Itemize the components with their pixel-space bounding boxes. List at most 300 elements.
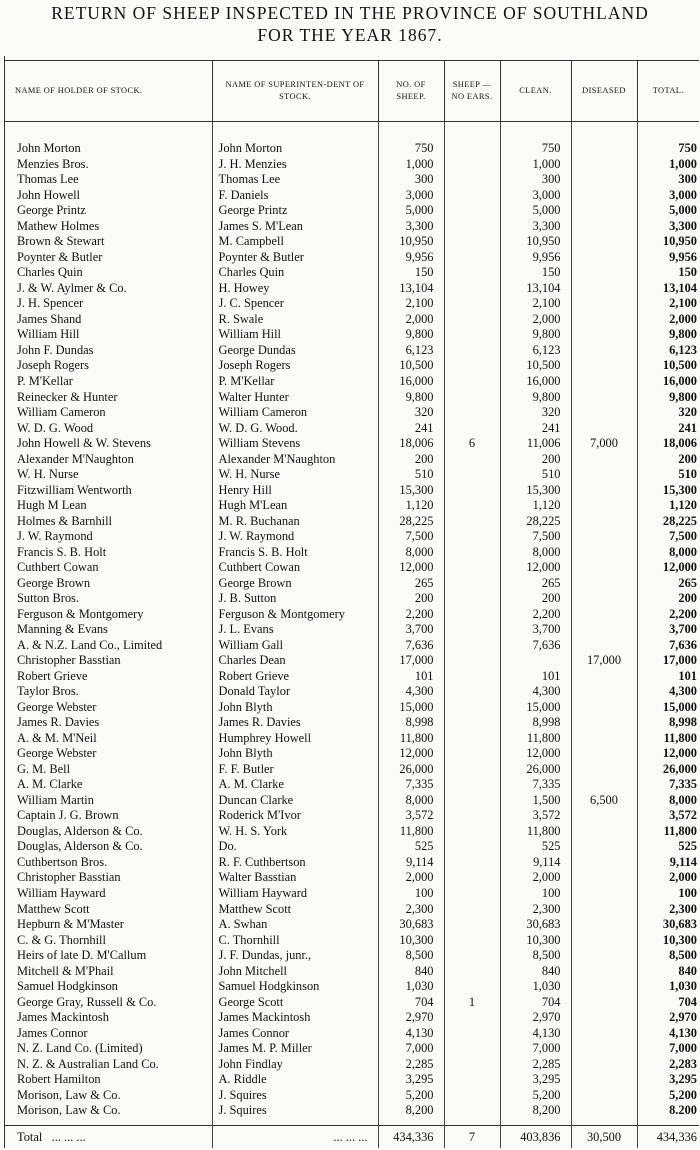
cell-clean: 11,800 bbox=[500, 731, 571, 747]
cell-clean: 30,683 bbox=[500, 917, 571, 933]
cell-no-ears bbox=[444, 638, 500, 654]
cell-total: 7,500 bbox=[669, 529, 697, 544]
cell-no-of-sheep: 2,200 bbox=[378, 607, 444, 623]
cell-diseased bbox=[571, 607, 637, 623]
cell-total: 3,700 bbox=[669, 622, 697, 637]
cell-holder: G. M. Bell bbox=[5, 762, 212, 778]
title-line-2: FOR THE YEAR 1867. bbox=[257, 25, 443, 45]
cell-holder: A. & M. M'Neil bbox=[5, 731, 212, 747]
cell-clean: 7,636 bbox=[500, 638, 571, 654]
cell-no-ears bbox=[444, 172, 500, 188]
cell-holder: Brown & Stewart bbox=[5, 234, 212, 250]
cell-superintendent: George Scott bbox=[212, 994, 378, 1010]
cell-holder: W. H. Nurse bbox=[5, 467, 212, 483]
cell-total: 320 bbox=[678, 405, 697, 420]
cell-clean: 12,000 bbox=[500, 746, 571, 762]
cell-holder: Cuthbertson Bros. bbox=[5, 855, 212, 871]
cell-no-of-sheep: 10,300 bbox=[378, 932, 444, 948]
cell-no-ears bbox=[444, 575, 500, 591]
cell-no-ears bbox=[444, 219, 500, 235]
cell-no-of-sheep: 840 bbox=[378, 963, 444, 979]
cell-diseased bbox=[571, 482, 637, 498]
cell-holder: James Mackintosh bbox=[5, 1010, 212, 1026]
cell-clean: 241 bbox=[500, 420, 571, 436]
cell-superintendent: James R. Davies bbox=[212, 715, 378, 731]
cell-superintendent: Ferguson & Montgomery bbox=[212, 607, 378, 623]
table-row bbox=[5, 172, 699, 188]
table-row bbox=[5, 312, 699, 328]
table-row bbox=[5, 141, 699, 157]
cell-superintendent: Samuel Hodgkinson bbox=[212, 979, 378, 995]
total-label: Total bbox=[17, 1130, 43, 1144]
cell-clean: 265 bbox=[500, 575, 571, 591]
cell-no-ears bbox=[444, 1072, 500, 1088]
cell-total: 101 bbox=[678, 668, 697, 683]
cell-holder: Douglas, Alderson & Co. bbox=[5, 824, 212, 840]
cell-diseased bbox=[571, 762, 637, 778]
cell-superintendent: Alexander M'Naughton bbox=[212, 451, 378, 467]
cell-no-of-sheep: 18,006 bbox=[378, 436, 444, 452]
cell-total: 2,000 bbox=[669, 870, 697, 885]
cell-no-of-sheep: 3,300 bbox=[378, 219, 444, 235]
cell-total: 9,800 bbox=[669, 327, 697, 342]
cell-holder: John Howell bbox=[5, 188, 212, 204]
cell-no-ears bbox=[444, 141, 500, 157]
total-label-cell bbox=[5, 1126, 212, 1149]
cell-no-ears bbox=[444, 932, 500, 948]
cell-no-ears bbox=[444, 513, 500, 529]
cell-diseased bbox=[571, 1025, 637, 1041]
cell-no-of-sheep: 1,000 bbox=[378, 157, 444, 173]
cell-holder: Mitchell & M'Phail bbox=[5, 963, 212, 979]
cell-clean: 12,000 bbox=[500, 560, 571, 576]
table-row bbox=[5, 296, 699, 312]
cell-no-ears bbox=[444, 157, 500, 173]
cell-no-of-sheep: 2,000 bbox=[378, 312, 444, 328]
table-row bbox=[5, 281, 699, 297]
cell-no-of-sheep: 3,700 bbox=[378, 622, 444, 638]
cell-total: 2,000 bbox=[669, 311, 697, 326]
cell-no-of-sheep: 9,114 bbox=[378, 855, 444, 871]
cell-superintendent: A. Riddle bbox=[212, 1072, 378, 1088]
cell-clean: 15,300 bbox=[500, 482, 571, 498]
cell-superintendent: W. D. G. Wood. bbox=[212, 420, 378, 436]
cell-no-of-sheep: 12,000 bbox=[378, 560, 444, 576]
cell-total: 1,000 bbox=[669, 156, 697, 171]
header-clean: CLEAN. bbox=[500, 61, 571, 122]
cell-superintendent: James Mackintosh bbox=[212, 1010, 378, 1026]
cell-superintendent: Walter Hunter bbox=[212, 389, 378, 405]
cell-holder: Cuthbert Cowan bbox=[5, 560, 212, 576]
cell-total: 8.200 bbox=[669, 1103, 697, 1118]
cell-superintendent: P. M'Kellar bbox=[212, 374, 378, 390]
cell-no-of-sheep: 8,500 bbox=[378, 948, 444, 964]
cell-no-of-sheep: 8,000 bbox=[378, 793, 444, 809]
cell-no-of-sheep: 7,335 bbox=[378, 777, 444, 793]
cell-diseased bbox=[571, 219, 637, 235]
cell-total: 2,300 bbox=[669, 901, 697, 916]
table-row bbox=[5, 684, 699, 700]
cell-diseased bbox=[571, 638, 637, 654]
cell-diseased bbox=[571, 1056, 637, 1072]
cell-diseased bbox=[571, 948, 637, 964]
cell-superintendent: F. F. Butler bbox=[212, 762, 378, 778]
cell-no-of-sheep: 5,000 bbox=[378, 203, 444, 219]
cell-clean: 10,950 bbox=[500, 234, 571, 250]
table-row bbox=[5, 855, 699, 871]
cell-no-ears bbox=[444, 731, 500, 747]
cell-clean: 4,130 bbox=[500, 1025, 571, 1041]
cell-clean: 9,800 bbox=[500, 327, 571, 343]
cell-no-ears bbox=[444, 529, 500, 545]
cell-clean: 100 bbox=[500, 886, 571, 902]
cell-superintendent: W. H. S. York bbox=[212, 824, 378, 840]
table-row bbox=[5, 513, 699, 529]
cell-no-of-sheep: 6,123 bbox=[378, 343, 444, 359]
cell-holder: Menzies Bros. bbox=[5, 157, 212, 173]
cell-clean: 10,500 bbox=[500, 358, 571, 374]
cell-no-ears bbox=[444, 684, 500, 700]
cell-superintendent: R. Swale bbox=[212, 312, 378, 328]
cell-no-ears bbox=[444, 405, 500, 421]
cell-clean: 200 bbox=[500, 591, 571, 607]
cell-superintendent: Matthew Scott bbox=[212, 901, 378, 917]
cell-holder: Francis S. B. Holt bbox=[5, 544, 212, 560]
cell-diseased bbox=[571, 979, 637, 995]
cell-total: 2,200 bbox=[669, 606, 697, 621]
cell-superintendent: Walter Basstian bbox=[212, 870, 378, 886]
cell-no-ears bbox=[444, 389, 500, 405]
cell-superintendent: F. Daniels bbox=[212, 188, 378, 204]
cell-no-ears bbox=[444, 544, 500, 560]
cell-total: 6,123 bbox=[669, 342, 697, 357]
cell-diseased bbox=[571, 824, 637, 840]
cell-superintendent: C. Thornhill bbox=[212, 932, 378, 948]
cell-holder: Thomas Lee bbox=[5, 172, 212, 188]
cell-holder: Hepburn & M'Master bbox=[5, 917, 212, 933]
header-row bbox=[5, 61, 699, 122]
table-row bbox=[5, 963, 699, 979]
cell-superintendent: Cuthbert Cowan bbox=[212, 560, 378, 576]
cell-clean: 8,000 bbox=[500, 544, 571, 560]
cell-total: 300 bbox=[678, 172, 697, 187]
cell-clean: 11,800 bbox=[500, 824, 571, 840]
cell-total: 7,636 bbox=[669, 637, 697, 652]
cell-no-of-sheep: 100 bbox=[378, 886, 444, 902]
cell-clean: 7,335 bbox=[500, 777, 571, 793]
cell-no-of-sheep: 320 bbox=[378, 405, 444, 421]
cell-holder: Holmes & Barnhill bbox=[5, 513, 212, 529]
cell-no-of-sheep: 2,000 bbox=[378, 870, 444, 886]
cell-diseased bbox=[571, 700, 637, 716]
cell-no-ears bbox=[444, 653, 500, 669]
table-row bbox=[5, 669, 699, 685]
cell-holder: Robert Grieve bbox=[5, 669, 212, 685]
cell-clean: 8,500 bbox=[500, 948, 571, 964]
cell-diseased bbox=[571, 234, 637, 250]
cell-diseased bbox=[571, 157, 637, 173]
cell-no-ears bbox=[444, 451, 500, 467]
cell-clean: 5,000 bbox=[500, 203, 571, 219]
cell-clean: 11,006 bbox=[500, 436, 571, 452]
cell-clean: 2,300 bbox=[500, 901, 571, 917]
cell-holder: Captain J. G. Brown bbox=[5, 808, 212, 824]
cell-no-ears bbox=[444, 327, 500, 343]
cell-diseased: 7,000 bbox=[571, 436, 637, 452]
cell-total: 9,800 bbox=[669, 389, 697, 404]
cell-no-ears bbox=[444, 265, 500, 281]
table-row bbox=[5, 327, 699, 343]
cell-total: 1,120 bbox=[669, 498, 697, 513]
header-diseased: DISEASED bbox=[571, 61, 637, 122]
cell-no-ears bbox=[444, 963, 500, 979]
table-row bbox=[5, 762, 699, 778]
cell-no-of-sheep: 8,998 bbox=[378, 715, 444, 731]
cell-no-ears bbox=[444, 281, 500, 297]
cell-superintendent: Do. bbox=[212, 839, 378, 855]
cell-holder: Christopher Basstian bbox=[5, 870, 212, 886]
cell-superintendent: John Findlay bbox=[212, 1056, 378, 1072]
cell-total: 26,000 bbox=[662, 761, 697, 776]
cell-superintendent: George Dundas bbox=[212, 343, 378, 359]
cell-clean: 320 bbox=[500, 405, 571, 421]
cell-total: 750 bbox=[678, 141, 697, 156]
cell-diseased bbox=[571, 498, 637, 514]
cell-no-ears bbox=[444, 312, 500, 328]
cell-diseased bbox=[571, 575, 637, 591]
cell-superintendent: Donald Taylor bbox=[212, 684, 378, 700]
cell-total: 8,500 bbox=[669, 948, 697, 963]
cell-diseased bbox=[571, 1072, 637, 1088]
cell-diseased bbox=[571, 374, 637, 390]
cell-holder: Samuel Hodgkinson bbox=[5, 979, 212, 995]
cell-clean: 2,970 bbox=[500, 1010, 571, 1026]
cell-no-of-sheep: 8,200 bbox=[378, 1103, 444, 1119]
cell-holder: Morison, Law & Co. bbox=[5, 1088, 212, 1104]
cell-holder: James Connor bbox=[5, 1025, 212, 1041]
cell-no-ears bbox=[444, 746, 500, 762]
cell-total: 17,000 bbox=[662, 653, 697, 668]
cell-diseased bbox=[571, 141, 637, 157]
cell-clean: 7,500 bbox=[500, 529, 571, 545]
table-row bbox=[5, 824, 699, 840]
cell-holder: Taylor Bros. bbox=[5, 684, 212, 700]
cell-superintendent: J. L. Evans bbox=[212, 622, 378, 638]
cell-diseased bbox=[571, 963, 637, 979]
cell-no-of-sheep: 4,300 bbox=[378, 684, 444, 700]
cell-clean: 3,700 bbox=[500, 622, 571, 638]
cell-holder: James R. Davies bbox=[5, 715, 212, 731]
cell-holder: Robert Hamilton bbox=[5, 1072, 212, 1088]
cell-no-of-sheep: 510 bbox=[378, 467, 444, 483]
cell-no-ears bbox=[444, 948, 500, 964]
cell-clean: 300 bbox=[500, 172, 571, 188]
cell-holder: Poynter & Butler bbox=[5, 250, 212, 266]
cell-diseased bbox=[571, 855, 637, 871]
cell-no-ears bbox=[444, 1056, 500, 1072]
cell-diseased bbox=[571, 389, 637, 405]
cell-diseased bbox=[571, 1088, 637, 1104]
cell-superintendent: Thomas Lee bbox=[212, 172, 378, 188]
cell-clean: 525 bbox=[500, 839, 571, 855]
cell-no-of-sheep: 9,800 bbox=[378, 389, 444, 405]
cell-superintendent: J. H. Menzies bbox=[212, 157, 378, 173]
cell-diseased bbox=[571, 622, 637, 638]
cell-holder: James Shand bbox=[5, 312, 212, 328]
cell-superintendent: William Gall bbox=[212, 638, 378, 654]
cell-no-of-sheep: 2,300 bbox=[378, 901, 444, 917]
cell-clean: 200 bbox=[500, 451, 571, 467]
cell-total: 10,300 bbox=[662, 932, 697, 947]
table-row bbox=[5, 405, 699, 421]
cell-superintendent: Humphrey Howell bbox=[212, 731, 378, 747]
cell-clean: 3,000 bbox=[500, 188, 571, 204]
cell-holder: Joseph Rogers bbox=[5, 358, 212, 374]
cell-holder: George Printz bbox=[5, 203, 212, 219]
cell-no-ears bbox=[444, 1088, 500, 1104]
cell-diseased bbox=[571, 281, 637, 297]
cell-diseased: 17,000 bbox=[571, 653, 637, 669]
cell-no-ears bbox=[444, 498, 500, 514]
cell-no-ears bbox=[444, 234, 500, 250]
cell-clean: 2,000 bbox=[500, 870, 571, 886]
table-row bbox=[5, 374, 699, 390]
cell-total: 3,295 bbox=[669, 1072, 697, 1087]
cell-clean: 101 bbox=[500, 669, 571, 685]
cell-diseased bbox=[571, 917, 637, 933]
cell-diseased bbox=[571, 901, 637, 917]
cell-diseased bbox=[571, 684, 637, 700]
table-row bbox=[5, 482, 699, 498]
title-line-1: RETURN OF SHEEP INSPECTED IN THE PROVINCE OF SOUTHLAND bbox=[51, 3, 649, 23]
cell-no-of-sheep: 265 bbox=[378, 575, 444, 591]
cell-clean: 8,200 bbox=[500, 1103, 571, 1119]
cell-clean bbox=[500, 653, 571, 669]
cell-clean: 7,000 bbox=[500, 1041, 571, 1057]
cell-clean: 3,295 bbox=[500, 1072, 571, 1088]
cell-holder: A. & N.Z. Land Co., Limited bbox=[5, 638, 212, 654]
cell-no-ears bbox=[444, 793, 500, 809]
cell-total: 9,956 bbox=[669, 249, 697, 264]
cell-superintendent: John Mitchell bbox=[212, 963, 378, 979]
cell-superintendent: J. B. Sutton bbox=[212, 591, 378, 607]
cell-no-of-sheep: 15,300 bbox=[378, 482, 444, 498]
cell-holder: Heirs of late D. M'Callum bbox=[5, 948, 212, 964]
cell-diseased bbox=[571, 327, 637, 343]
cell-total: 16,000 bbox=[662, 373, 697, 388]
cell-superintendent: J. C. Spencer bbox=[212, 296, 378, 312]
cell-superintendent: M. Campbell bbox=[212, 234, 378, 250]
cell-total: 9,114 bbox=[669, 854, 697, 869]
cell-total: 11,800 bbox=[663, 823, 697, 838]
cell-diseased bbox=[571, 203, 637, 219]
cell-no-of-sheep: 28,225 bbox=[378, 513, 444, 529]
table-row bbox=[5, 1025, 699, 1041]
cell-total: 1,030 bbox=[669, 979, 697, 994]
table-row bbox=[5, 715, 699, 731]
table-row bbox=[5, 575, 699, 591]
cell-diseased bbox=[571, 544, 637, 560]
cell-clean: 15,000 bbox=[500, 700, 571, 716]
cell-holder: George Webster bbox=[5, 700, 212, 716]
cell-holder: Fitzwilliam Wentworth bbox=[5, 482, 212, 498]
cell-no-ears bbox=[444, 188, 500, 204]
cell-clean: 2,100 bbox=[500, 296, 571, 312]
table-row bbox=[5, 234, 699, 250]
table-row bbox=[5, 203, 699, 219]
table-row bbox=[5, 219, 699, 235]
cell-superintendent: H. Howey bbox=[212, 281, 378, 297]
table-row bbox=[5, 870, 699, 886]
cell-no-ears bbox=[444, 250, 500, 266]
cell-no-ears bbox=[444, 358, 500, 374]
cell-no-of-sheep: 150 bbox=[378, 265, 444, 281]
table-row bbox=[5, 1088, 699, 1104]
table-row bbox=[5, 591, 699, 607]
cell-no-of-sheep: 3,295 bbox=[378, 1072, 444, 1088]
cell-no-ears bbox=[444, 467, 500, 483]
cell-total: 4,300 bbox=[669, 684, 697, 699]
cell-no-of-sheep: 2,100 bbox=[378, 296, 444, 312]
cell-no-ears bbox=[444, 1010, 500, 1026]
cell-no-of-sheep: 241 bbox=[378, 420, 444, 436]
cell-no-ears bbox=[444, 808, 500, 824]
cell-holder: William Cameron bbox=[5, 405, 212, 421]
cell-superintendent: J. F. Dundas, junr., bbox=[212, 948, 378, 964]
cell-holder: Reinecker & Hunter bbox=[5, 389, 212, 405]
cell-superintendent: John Blyth bbox=[212, 700, 378, 716]
cell-diseased bbox=[571, 839, 637, 855]
header-superintendent: NAME OF SUPERINTEN-DENT OF STOCK. bbox=[212, 61, 378, 122]
cell-diseased bbox=[571, 188, 637, 204]
cell-total: 3,300 bbox=[669, 218, 697, 233]
header-holder: NAME OF HOLDER OF STOCK. bbox=[5, 61, 212, 122]
cell-no-ears: 6 bbox=[444, 436, 500, 452]
cell-holder: John Howell & W. Stevens bbox=[5, 436, 212, 452]
table-row bbox=[5, 777, 699, 793]
cell-superintendent: Henry Hill bbox=[212, 482, 378, 498]
cell-no-ears bbox=[444, 343, 500, 359]
cell-diseased bbox=[571, 808, 637, 824]
cell-no-ears bbox=[444, 715, 500, 731]
cell-clean: 1,500 bbox=[500, 793, 571, 809]
cell-diseased bbox=[571, 870, 637, 886]
cell-holder: George Gray, Russell & Co. bbox=[5, 994, 212, 1010]
cell-no-of-sheep: 8,000 bbox=[378, 544, 444, 560]
cell-total: 8,998 bbox=[669, 715, 697, 730]
cell-holder: J. W. Raymond bbox=[5, 529, 212, 545]
cell-clean: 840 bbox=[500, 963, 571, 979]
table-row bbox=[5, 917, 699, 933]
header-total: TOTAL. bbox=[637, 61, 699, 122]
table-row bbox=[5, 638, 699, 654]
cell-diseased bbox=[571, 746, 637, 762]
cell-superintendent: W. H. Nurse bbox=[212, 467, 378, 483]
cell-no-of-sheep: 200 bbox=[378, 451, 444, 467]
cell-clean: 1,030 bbox=[500, 979, 571, 995]
cell-superintendent: George Printz bbox=[212, 203, 378, 219]
cell-no-ears bbox=[444, 839, 500, 855]
cell-holder: Manning & Evans bbox=[5, 622, 212, 638]
cell-diseased bbox=[571, 296, 637, 312]
cell-holder: Christopher Basstian bbox=[5, 653, 212, 669]
cell-no-of-sheep: 7,500 bbox=[378, 529, 444, 545]
cell-total: 4,130 bbox=[669, 1025, 697, 1040]
cell-no-ears bbox=[444, 560, 500, 576]
cell-superintendent: James S. M'Lean bbox=[212, 219, 378, 235]
cell-total: 265 bbox=[678, 575, 697, 590]
cell-total: 18,006 bbox=[662, 436, 697, 451]
